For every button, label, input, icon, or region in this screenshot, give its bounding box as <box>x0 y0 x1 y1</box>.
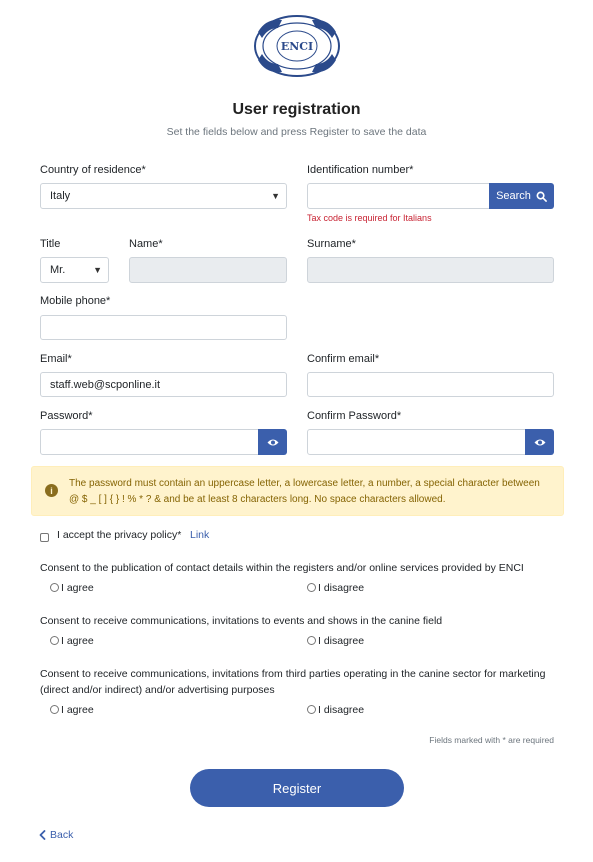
confirm-email-label: Confirm email* <box>307 353 380 365</box>
title-label: Title <box>40 238 61 250</box>
consent-3-disagree-label: I disagree <box>318 704 365 716</box>
search-button-label: Search <box>496 190 531 202</box>
country-select[interactable] <box>40 183 287 209</box>
country-label: Country of residence* <box>40 164 146 176</box>
privacy-link[interactable]: Link <box>190 529 210 541</box>
name-label: Name* <box>129 238 163 250</box>
confirm-password-label: Confirm Password* <box>307 410 402 422</box>
consent-1-text: Consent to the publication of contact details within the registers and/or online services provided by ENCI <box>40 562 524 574</box>
id-error: Tax code is required for Italians <box>307 213 432 223</box>
page-title: User registration <box>232 101 361 118</box>
register-button[interactable]: Register <box>190 769 404 807</box>
info-icon: i <box>45 484 58 497</box>
eye-icon <box>267 438 279 447</box>
privacy-label: I accept the privacy policy* <box>57 529 182 541</box>
search-button[interactable] <box>489 183 554 209</box>
consent-1-agree-radio[interactable] <box>50 583 59 592</box>
privacy-checkbox[interactable] <box>40 533 49 542</box>
show-confirm-password-button[interactable] <box>525 429 554 455</box>
required-note: Fields marked with * are required <box>429 735 554 745</box>
password-rules-text: The password must contain an uppercase letter, a lowercase letter, a number, a special character between @ $ _ [ ] { } ! % * ? & and be at least 8 characters long. No space characters allowed. <box>69 478 540 505</box>
email-label: Email* <box>40 353 72 365</box>
consent-2-agree-radio[interactable] <box>50 636 59 645</box>
password-rules-alert <box>31 466 564 516</box>
country-value: Italy <box>50 190 71 202</box>
search-icon <box>536 191 547 202</box>
mobile-label: Mobile phone* <box>40 295 111 307</box>
chevron-down-icon: ▼ <box>93 265 102 275</box>
page-subtitle: Set the fields below and press Register to save the data <box>166 126 427 138</box>
enci-logo <box>252 12 342 80</box>
password-label: Password* <box>40 410 93 422</box>
chevron-down-icon: ▼ <box>271 191 280 201</box>
surname-input[interactable] <box>307 257 554 283</box>
title-value: Mr. <box>50 264 66 276</box>
consent-2-text: Consent to receive communications, invitations to events and shows in the canine field <box>40 615 443 627</box>
consent-1-agree-label: I agree <box>61 582 94 594</box>
chevron-left-icon <box>39 830 46 840</box>
title-select[interactable] <box>40 257 109 283</box>
consent-3-text: Consent to receive communications, invitations from third parties operating in the canine sector for marketing (direct and/or indirect) and/or advertising purposes <box>40 668 546 696</box>
consent-3-agree-label: I agree <box>61 704 94 716</box>
confirm-password-input[interactable] <box>307 429 527 455</box>
email-input[interactable]: staff.web@scponline.it <box>40 372 287 397</box>
id-input[interactable] <box>307 183 491 209</box>
logo-text: ENCI <box>280 40 314 53</box>
consent-2-agree-label: I agree <box>61 635 94 647</box>
name-input[interactable] <box>129 257 287 283</box>
back-label: Back <box>50 829 74 841</box>
show-password-button[interactable] <box>258 429 287 455</box>
consent-1-disagree-label: I disagree <box>318 582 365 594</box>
id-label: Identification number* <box>307 164 414 176</box>
consent-3-agree-radio[interactable] <box>50 705 59 714</box>
consent-1-disagree-radio[interactable] <box>307 583 316 592</box>
consent-2-disagree-radio[interactable] <box>307 636 316 645</box>
confirm-email-input[interactable] <box>307 372 554 397</box>
surname-label: Surname* <box>307 238 356 250</box>
consent-3-disagree-radio[interactable] <box>307 705 316 714</box>
password-input[interactable] <box>40 429 260 455</box>
back-link[interactable] <box>39 829 73 841</box>
eye-icon <box>534 438 546 447</box>
mobile-input[interactable] <box>40 315 287 340</box>
consent-2-disagree-label: I disagree <box>318 635 365 647</box>
